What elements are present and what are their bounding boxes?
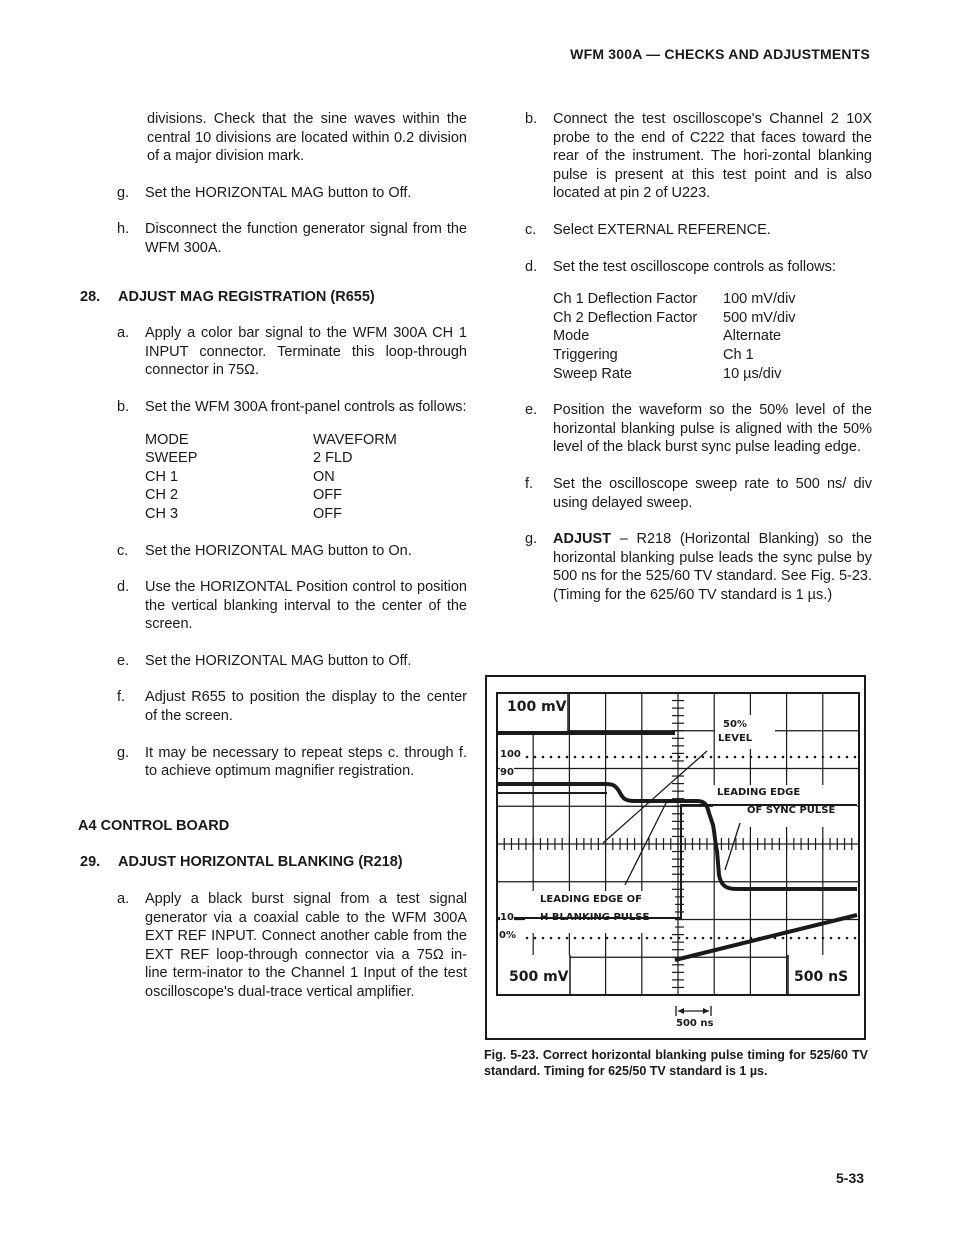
- dotted-marker: [734, 937, 737, 940]
- dotted-marker: [766, 756, 769, 759]
- step-letter: h.: [117, 221, 130, 238]
- label-500mv: 500 mV: [509, 969, 569, 985]
- step-text: Set the HORIZONTAL MAG button to On.: [145, 542, 412, 559]
- dotted-marker: [798, 756, 801, 759]
- label-100mv: 100 mV: [507, 699, 567, 715]
- section-28-heading: [80, 288, 467, 307]
- dotted-marker: [806, 937, 809, 940]
- dotted-marker: [542, 756, 545, 759]
- intro-continuation: [72, 110, 467, 166]
- step-letter: f.: [525, 475, 534, 492]
- setting-value: WAVEFORM: [313, 431, 397, 448]
- dotted-marker: [830, 756, 833, 759]
- s29-step-f: [522, 475, 872, 512]
- dotted-marker: [622, 756, 625, 759]
- setting-key: Ch 1 Deflection Factor: [553, 291, 698, 308]
- dotted-marker: [622, 937, 625, 940]
- section-29-heading: [80, 853, 467, 872]
- dotted-marker: [630, 937, 633, 940]
- step-text: Connect the test oscilloscope's Channel 2 10X probe to the end of C222 that faces toward the rear of the instrument. The hori-zontal blanking pulse is present at this test point and is also located at pin 2 of U223.: [553, 111, 872, 202]
- label-50-line1: 50%: [723, 719, 747, 730]
- dotted-marker: [574, 937, 577, 940]
- dotted-marker: [750, 756, 753, 759]
- dotted-marker: [718, 756, 721, 759]
- setting-value: 2 FLD: [313, 450, 353, 467]
- dotted-marker: [718, 937, 721, 940]
- figure-5-23: [485, 675, 866, 1040]
- dotted-marker: [790, 756, 793, 759]
- page-header: WFM 300A — CHECKS AND ADJUSTMENTS: [570, 46, 870, 62]
- arrowhead-left: [678, 1008, 684, 1014]
- setting-key: Triggering: [553, 346, 618, 363]
- s29-step-c: [522, 221, 872, 240]
- label-500ns-below: 500 ns: [676, 1018, 714, 1029]
- label-hblank-line2: H BLANKING PULSE: [540, 912, 650, 923]
- step-letter: a.: [117, 325, 130, 342]
- step-h-previous: [72, 220, 467, 257]
- arrow-hblank: [625, 801, 667, 885]
- board-heading: A4 CONTROL BOARD: [78, 817, 230, 834]
- dotted-marker: [702, 937, 705, 940]
- s29-step-e: [522, 401, 872, 457]
- dotted-marker: [662, 937, 665, 940]
- setting-row: [553, 365, 796, 384]
- step-text: Select EXTERNAL REFERENCE.: [553, 221, 771, 238]
- dotted-marker: [654, 937, 657, 940]
- step-text: Set the WFM 300A front-panel controls as follows:: [145, 398, 467, 415]
- dotted-marker: [638, 756, 641, 759]
- setting-row: [553, 327, 796, 346]
- dotted-marker: [846, 756, 849, 759]
- label-sync-line2: OF SYNC PULSE: [747, 805, 836, 816]
- step-text: Set the test oscilloscope controls as follows:: [553, 258, 836, 275]
- setting-row: [145, 468, 397, 487]
- dotted-marker: [726, 756, 729, 759]
- dotted-marker: [598, 756, 601, 759]
- figure-caption: Fig. 5-23. Correct horizontal blanking pulse timing for 525/60 TV standard. Timing for 625/50 TV standard is 1 µs.: [484, 1048, 868, 1078]
- graticule-ticks: [497, 693, 852, 987]
- step-text: – R218 (Horizontal Blanking) so the horizontal blanking pulse leads the sync pulse by 500 ns for the 525/60 TV standard. See Fig. 5-23. (Timing for the 625/60 TV standard is 1 µs.): [553, 531, 872, 603]
- left-column: [72, 110, 467, 1020]
- s28-step-d: [72, 578, 467, 634]
- s29-step-d: [522, 258, 872, 384]
- step-letter: f.: [117, 689, 126, 706]
- setting-key: SWEEP: [145, 450, 198, 467]
- step-text: Adjust R655 to position the display to the center of the screen.: [145, 689, 467, 725]
- dotted-marker: [686, 756, 689, 759]
- dotted-marker: [678, 756, 681, 759]
- front-panel-settings: [145, 431, 397, 524]
- scale-10: 10: [500, 912, 514, 923]
- dotted-marker: [790, 937, 793, 940]
- dotted-marker: [590, 937, 593, 940]
- dotted-marker: [614, 937, 617, 940]
- step-letter: b.: [117, 398, 130, 415]
- setting-value: Alternate: [723, 328, 782, 345]
- dotted-marker: [774, 756, 777, 759]
- s28-step-b: [72, 398, 467, 524]
- dotted-marker: [758, 756, 761, 759]
- dotted-marker: [846, 937, 849, 940]
- dotted-marker: [606, 937, 609, 940]
- step-letter: e.: [117, 652, 130, 669]
- adjust-keyword: ADJUST: [553, 531, 612, 548]
- setting-value: 10 µs/div: [723, 365, 782, 382]
- step-letter: e.: [525, 402, 538, 419]
- step-letter: c.: [525, 221, 537, 238]
- dotted-marker: [806, 756, 809, 759]
- step-text: Use the HORIZONTAL Position control to position the vertical blanking interval to the center of the screen.: [145, 579, 467, 633]
- setting-value: ON: [313, 468, 335, 485]
- dotted-marker: [614, 756, 617, 759]
- s29-step-a: [72, 890, 467, 1002]
- step-letter: a.: [117, 891, 130, 908]
- dotted-marker: [782, 756, 785, 759]
- step-letter: g.: [525, 531, 538, 548]
- dotted-marker: [654, 756, 657, 759]
- setting-value: 500 mV/div: [723, 309, 796, 326]
- section-title: ADJUST MAG REGISTRATION (R655): [118, 288, 375, 305]
- setting-row: [145, 431, 397, 450]
- setting-row: [553, 346, 796, 365]
- section-number: 29.: [80, 854, 101, 871]
- dotted-marker: [550, 756, 553, 759]
- dotted-marker: [630, 756, 633, 759]
- dotted-marker: [686, 937, 689, 940]
- setting-row: [145, 449, 397, 468]
- oscilloscope-diagram: [485, 675, 866, 1040]
- setting-key: CH 2: [145, 487, 179, 504]
- dotted-marker: [534, 937, 537, 940]
- label-500ns-box: 500 nS: [794, 969, 849, 985]
- dotted-marker: [822, 937, 825, 940]
- dotted-marker: [670, 756, 673, 759]
- s29-step-g: [522, 530, 872, 604]
- arrowhead-right: [703, 1008, 709, 1014]
- setting-key: Ch 2 Deflection Factor: [553, 309, 698, 326]
- dotted-marker: [606, 756, 609, 759]
- page-number: 5-33: [836, 1170, 865, 1186]
- step-text: Set the HORIZONTAL MAG button to Off.: [145, 652, 412, 669]
- dotted-marker: [822, 756, 825, 759]
- step-letter: d.: [525, 258, 538, 275]
- setting-key: Mode: [553, 328, 590, 345]
- dotted-marker: [854, 756, 857, 759]
- step-letter: b.: [525, 111, 538, 127]
- scale-90: 90: [500, 767, 514, 778]
- dotted-marker: [542, 937, 545, 940]
- dotted-marker: [814, 756, 817, 759]
- scope-settings: [553, 290, 796, 383]
- setting-key: CH 1: [145, 468, 179, 485]
- s28-step-a: [72, 324, 467, 380]
- dotted-marker: [526, 756, 529, 759]
- setting-value: OFF: [313, 505, 342, 522]
- dotted-marker: [558, 756, 561, 759]
- step-text: Disconnect the function generator signal from the WFM 300A.: [145, 221, 467, 256]
- dotted-marker: [574, 756, 577, 759]
- dotted-marker: [670, 937, 673, 940]
- intro-text: divisions. Check that the sine waves within the central 10 divisions are located within 0.2 division of a major division mark.: [147, 111, 467, 165]
- dotted-marker: [558, 937, 561, 940]
- dotted-marker: [838, 756, 841, 759]
- dotted-marker: [710, 937, 713, 940]
- step-g-previous: [72, 184, 467, 203]
- dotted-marker: [798, 937, 801, 940]
- s29-step-b: [522, 110, 872, 203]
- setting-row: [145, 486, 397, 505]
- dotted-marker: [662, 756, 665, 759]
- right-column: [522, 110, 872, 622]
- label-50-line2: LEVEL: [718, 733, 753, 744]
- dotted-marker: [566, 756, 569, 759]
- step-letter: c.: [117, 542, 129, 559]
- step-letter: d.: [117, 579, 130, 596]
- setting-row: [145, 505, 397, 524]
- label-sync-line1: LEADING EDGE: [717, 787, 801, 798]
- step-letter: g.: [117, 184, 130, 201]
- dotted-marker: [646, 756, 649, 759]
- setting-value: 100 mV/div: [723, 291, 796, 308]
- dotted-marker: [814, 937, 817, 940]
- s28-step-f: [72, 688, 467, 725]
- step-text: Apply a black burst signal from a test signal generator via a coaxial cable to the WFM 300A EXT REF INPUT. Connect another cable from the EXT REF loop-through connector via a 75Ω in-line term-inator to the Channel 1 Input of the test oscilloscope's dual-trace vertical amplifier.: [145, 891, 467, 1000]
- dotted-marker: [750, 937, 753, 940]
- step-text: Apply a color bar signal to the WFM 300A CH 1 INPUT connector. Terminate this loop-through connector in 75Ω.: [145, 325, 467, 379]
- s28-step-e: [72, 652, 467, 671]
- dotted-marker: [694, 937, 697, 940]
- step-text: Set the HORIZONTAL MAG button to Off.: [145, 184, 412, 201]
- dotted-marker: [526, 937, 529, 940]
- s28-step-c: [72, 542, 467, 561]
- section-number: 28.: [80, 288, 101, 305]
- dotted-marker: [678, 937, 681, 940]
- step-text: Position the waveform so the 50% level of the horizontal blanking pulse is aligned with the 50% level of the black burst sync pulse leading edge.: [553, 402, 872, 456]
- dotted-marker: [742, 937, 745, 940]
- dotted-marker: [838, 937, 841, 940]
- setting-value: OFF: [313, 487, 342, 504]
- dotted-marker: [782, 937, 785, 940]
- dotted-marker: [726, 937, 729, 940]
- dotted-marker: [566, 937, 569, 940]
- setting-row: [553, 290, 796, 309]
- label-hblank-line1: LEADING EDGE OF: [540, 894, 643, 905]
- scale-0: 0%: [499, 930, 516, 941]
- dotted-marker: [582, 937, 585, 940]
- dotted-marker: [590, 756, 593, 759]
- arrow-sync: [725, 823, 740, 870]
- dotted-marker: [534, 756, 537, 759]
- dotted-marker: [638, 937, 641, 940]
- dotted-marker: [710, 756, 713, 759]
- arrow-50-level: [603, 751, 707, 843]
- setting-key: Sweep Rate: [553, 365, 632, 382]
- setting-row: [553, 309, 796, 328]
- step-text: It may be necessary to repeat steps c. through f. to achieve optimum magnifier registration.: [145, 744, 467, 780]
- dotted-marker: [646, 937, 649, 940]
- setting-key: MODE: [145, 431, 189, 448]
- dotted-marker: [550, 937, 553, 940]
- dotted-marker: [734, 756, 737, 759]
- step-text: Set the oscilloscope sweep rate to 500 ns/ div using delayed sweep.: [553, 475, 872, 511]
- dotted-marker: [854, 937, 857, 940]
- setting-value: Ch 1: [723, 346, 754, 363]
- dotted-marker: [598, 937, 601, 940]
- step-letter: g.: [117, 744, 130, 761]
- setting-key: CH 3: [145, 505, 179, 522]
- dotted-marker: [830, 937, 833, 940]
- dotted-marker: [582, 756, 585, 759]
- section-title: ADJUST HORIZONTAL BLANKING (R218): [118, 854, 403, 871]
- scale-100: 100: [500, 749, 521, 760]
- dotted-marker: [694, 756, 697, 759]
- s28-step-g: [72, 744, 467, 781]
- dotted-marker: [742, 756, 745, 759]
